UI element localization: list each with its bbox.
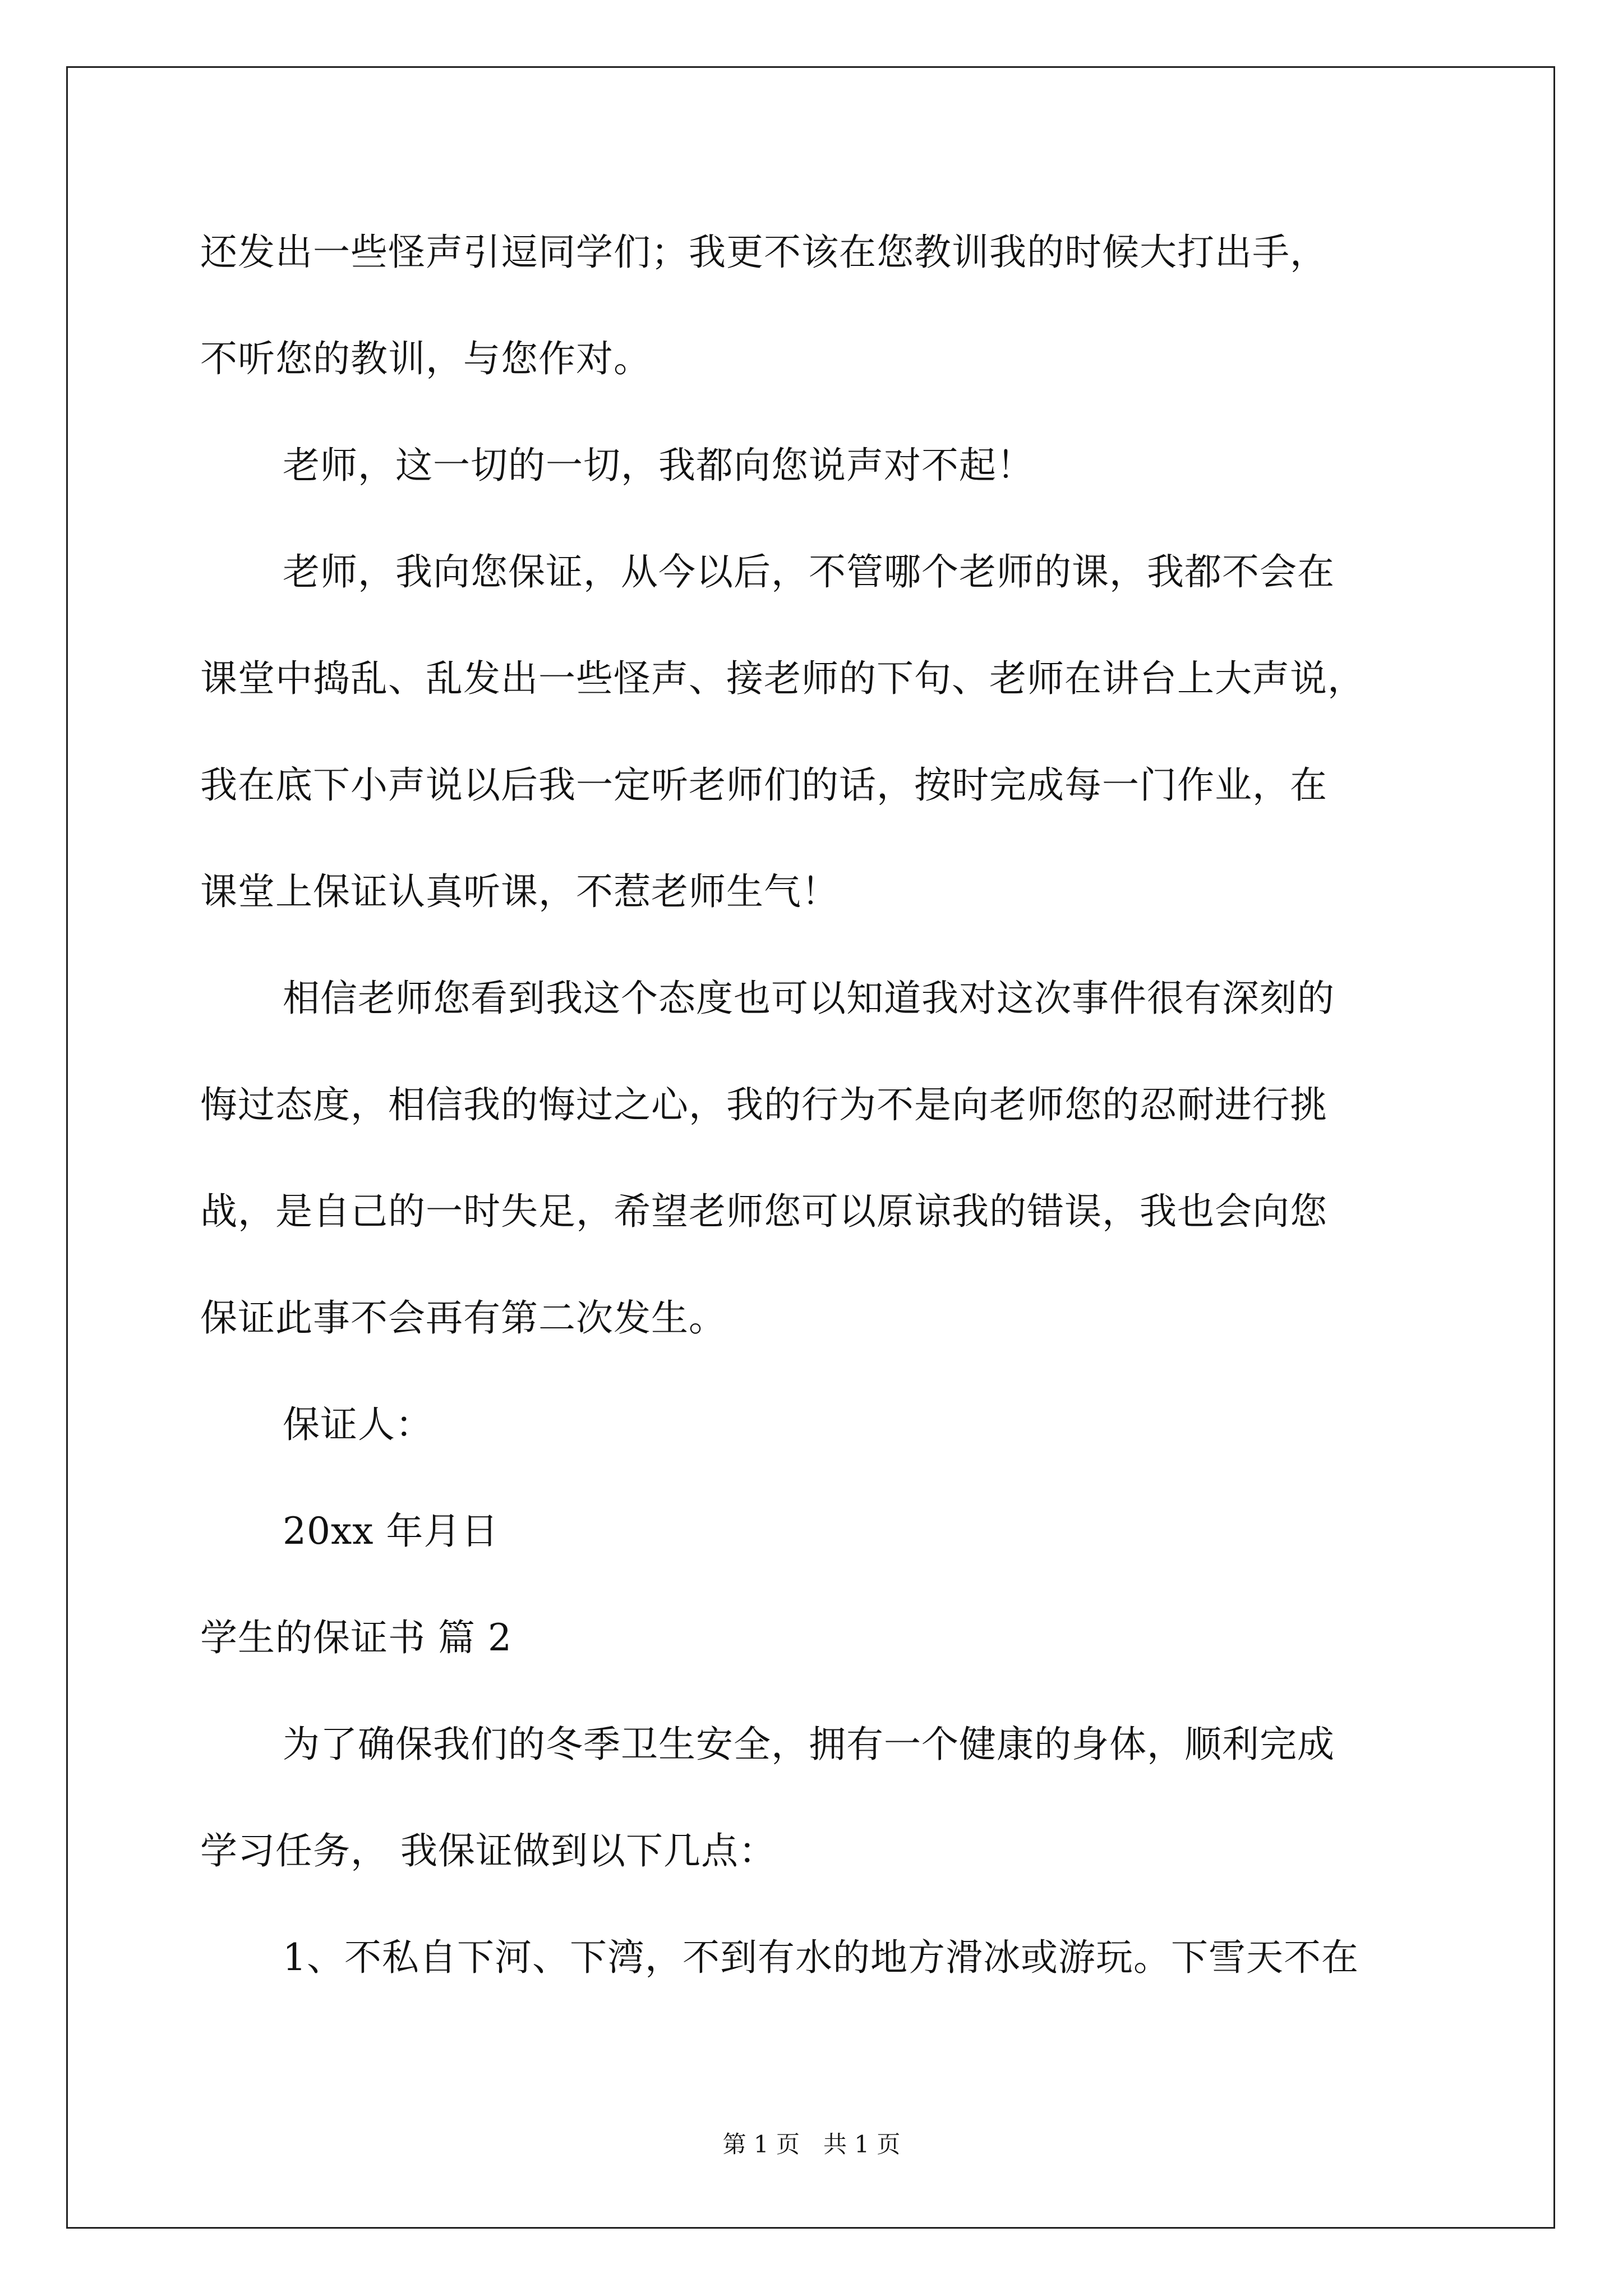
body-line: 课堂上保证认真听课，不惹老师生气！ [200, 870, 839, 913]
body-line: 不听您的教训，与您作对。 [200, 337, 651, 380]
body-line: 学习任务， 我保证做到以下几点： [200, 1829, 776, 1872]
body-line: 悔过态度，相信我的悔过之心，我的行为不是向老师您的忍耐进行挑 [200, 1083, 1327, 1126]
body-line: 我在底下小声说以后我一定听老师们的话，按时完成每一门作业，在 [200, 763, 1327, 807]
body-line: 老师，我向您保证，从今以后，不管哪个老师的课，我都不会在 [283, 550, 1335, 593]
section-heading: 学生的保证书 篇 2 [200, 1616, 512, 1659]
page-border [66, 66, 1555, 2229]
date-line: 20xx 年月日 [283, 1510, 499, 1553]
body-line: 还发出一些怪声引逗同学们；我更不该在您教训我的时候大打出手， [200, 231, 1327, 274]
body-line: 为了确保我们的冬季卫生安全，拥有一个健康的身体，顺利完成 [283, 1723, 1335, 1766]
body-line: 战，是自己的一时失足，希望老师您可以原谅我的错误，我也会向您 [200, 1190, 1327, 1233]
body-line: 1、不私自下河、下湾，不到有水的地方滑冰或游玩。下雪天不在 [283, 1936, 1359, 1979]
body-line: 课堂中捣乱、乱发出一些怪声、接老师的下句、老师在讲台上大声说， [200, 657, 1365, 700]
body-line: 老师，这一切的一切，我都向您说声对不起！ [283, 444, 1034, 487]
body-line: 相信老师您看到我这个态度也可以知道我对这次事件很有深刻的 [283, 977, 1335, 1020]
page-footer: 第 1 页 共 1 页 [722, 2131, 901, 2158]
body-line: 保证此事不会再有第二次发生。 [200, 1296, 726, 1340]
signature-label: 保证人： [283, 1403, 433, 1446]
